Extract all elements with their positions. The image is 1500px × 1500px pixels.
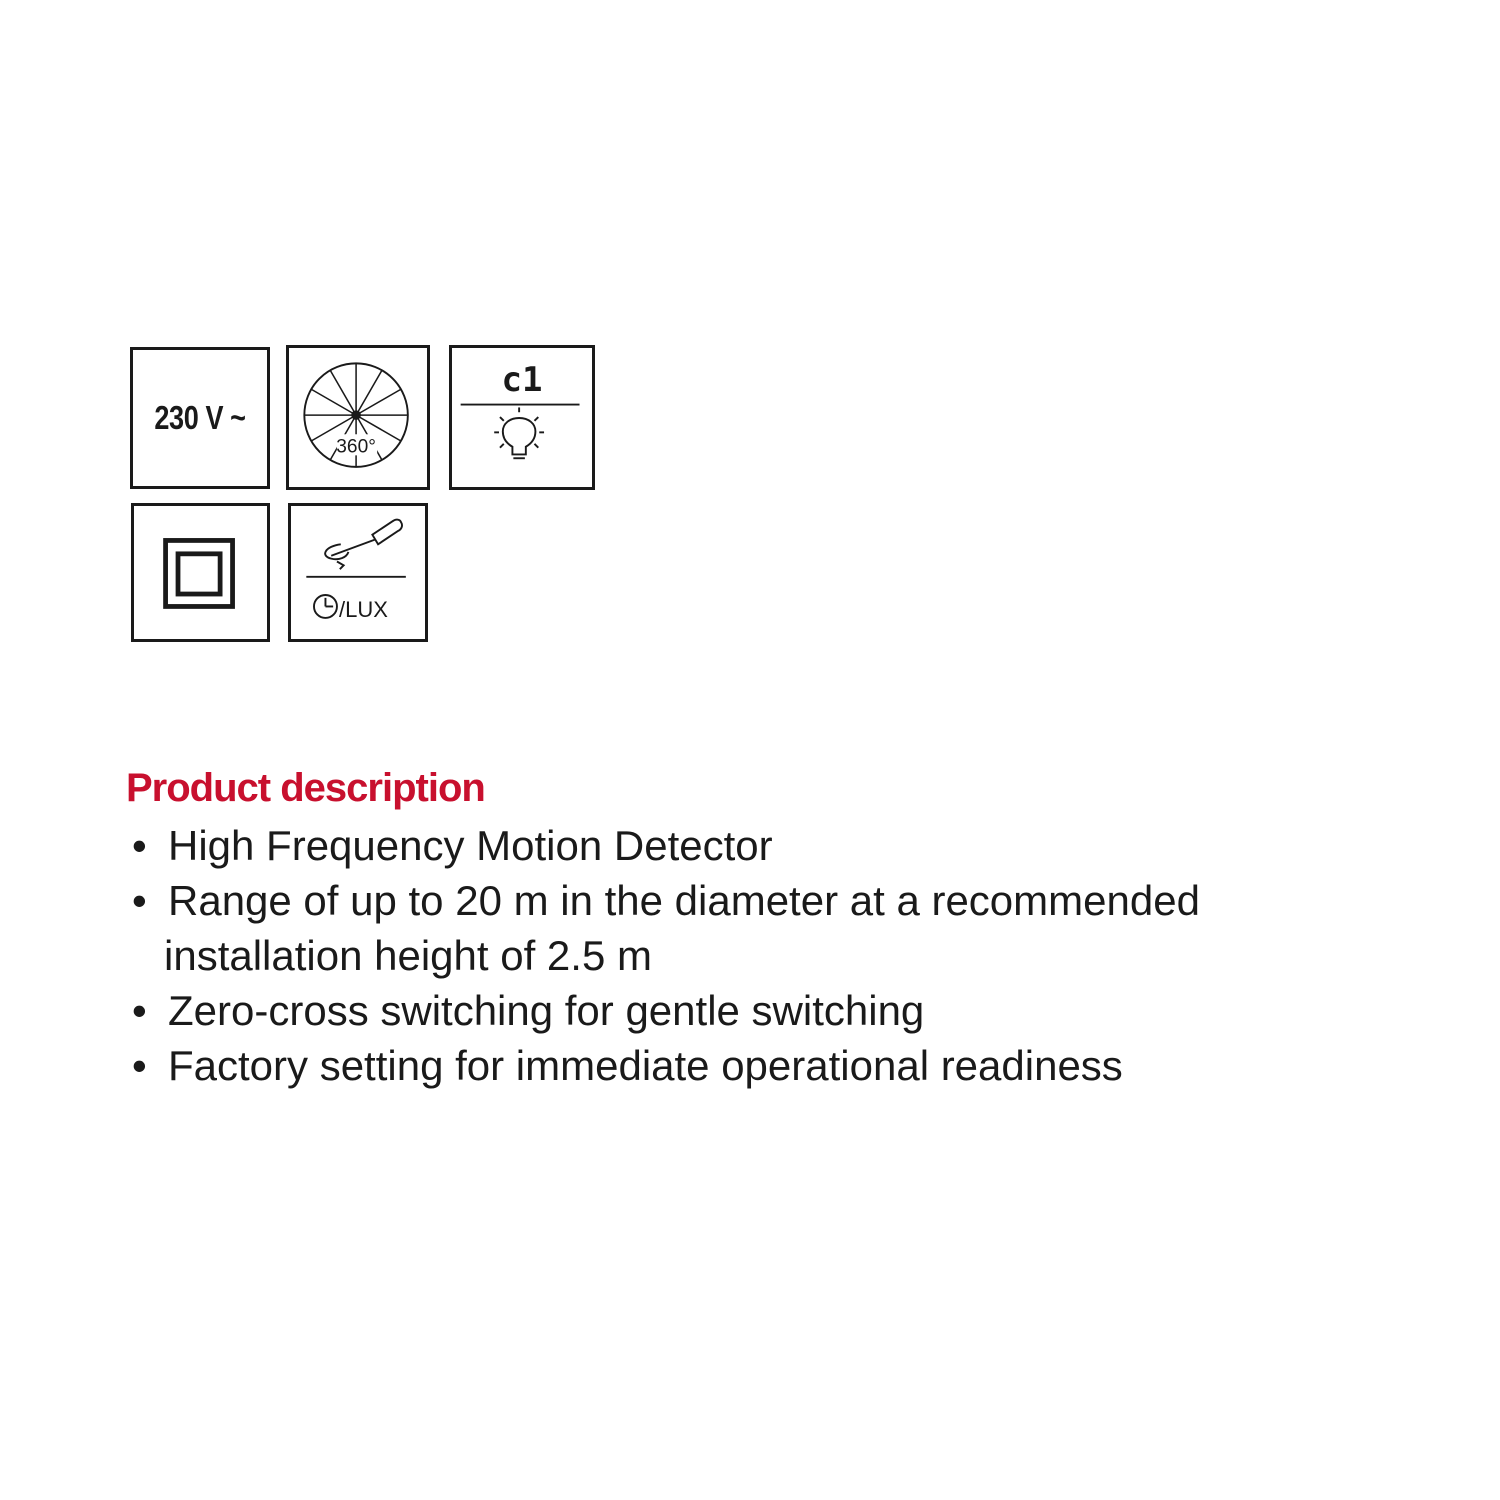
bullet: • bbox=[132, 822, 147, 869]
list-item bbox=[130, 873, 1430, 983]
detection-angle-label: 360° bbox=[336, 436, 376, 458]
protection-class-2-icon bbox=[131, 503, 270, 642]
light-bulb-icon bbox=[494, 407, 544, 458]
lux-label: /LUX bbox=[339, 597, 388, 622]
voltage-icon bbox=[130, 347, 270, 489]
bullet: • bbox=[132, 877, 147, 924]
voltage-label: 230 V ~ bbox=[154, 399, 246, 436]
feature-text-continuation: installation height of 2.5 m bbox=[164, 932, 652, 979]
bullet: • bbox=[132, 987, 147, 1034]
feature-text: Range of up to 20 m in the diameter at a recommended bbox=[168, 877, 1200, 924]
feature-text: Zero-cross switching for gentle switching bbox=[168, 987, 925, 1034]
bullet: • bbox=[132, 1042, 147, 1089]
detection-wheel-graphic bbox=[289, 348, 427, 487]
feature-text: Factory setting for immediate operational readiness bbox=[168, 1042, 1123, 1089]
clock-icon bbox=[314, 595, 337, 618]
product-description-title: Product description bbox=[126, 766, 485, 810]
feature-text: High Frequency Motion Detector bbox=[168, 822, 773, 869]
contact-label: c1 bbox=[501, 360, 543, 400]
contact-c1-icon bbox=[449, 345, 595, 490]
list-item bbox=[130, 983, 1430, 1038]
screwdriver-icon bbox=[325, 520, 402, 570]
detection-angle-360-icon bbox=[286, 345, 430, 490]
list-item bbox=[130, 1038, 1430, 1093]
list-item bbox=[130, 818, 1430, 873]
settings-adjustment-icon bbox=[288, 503, 428, 642]
feature-list bbox=[130, 818, 1430, 1093]
